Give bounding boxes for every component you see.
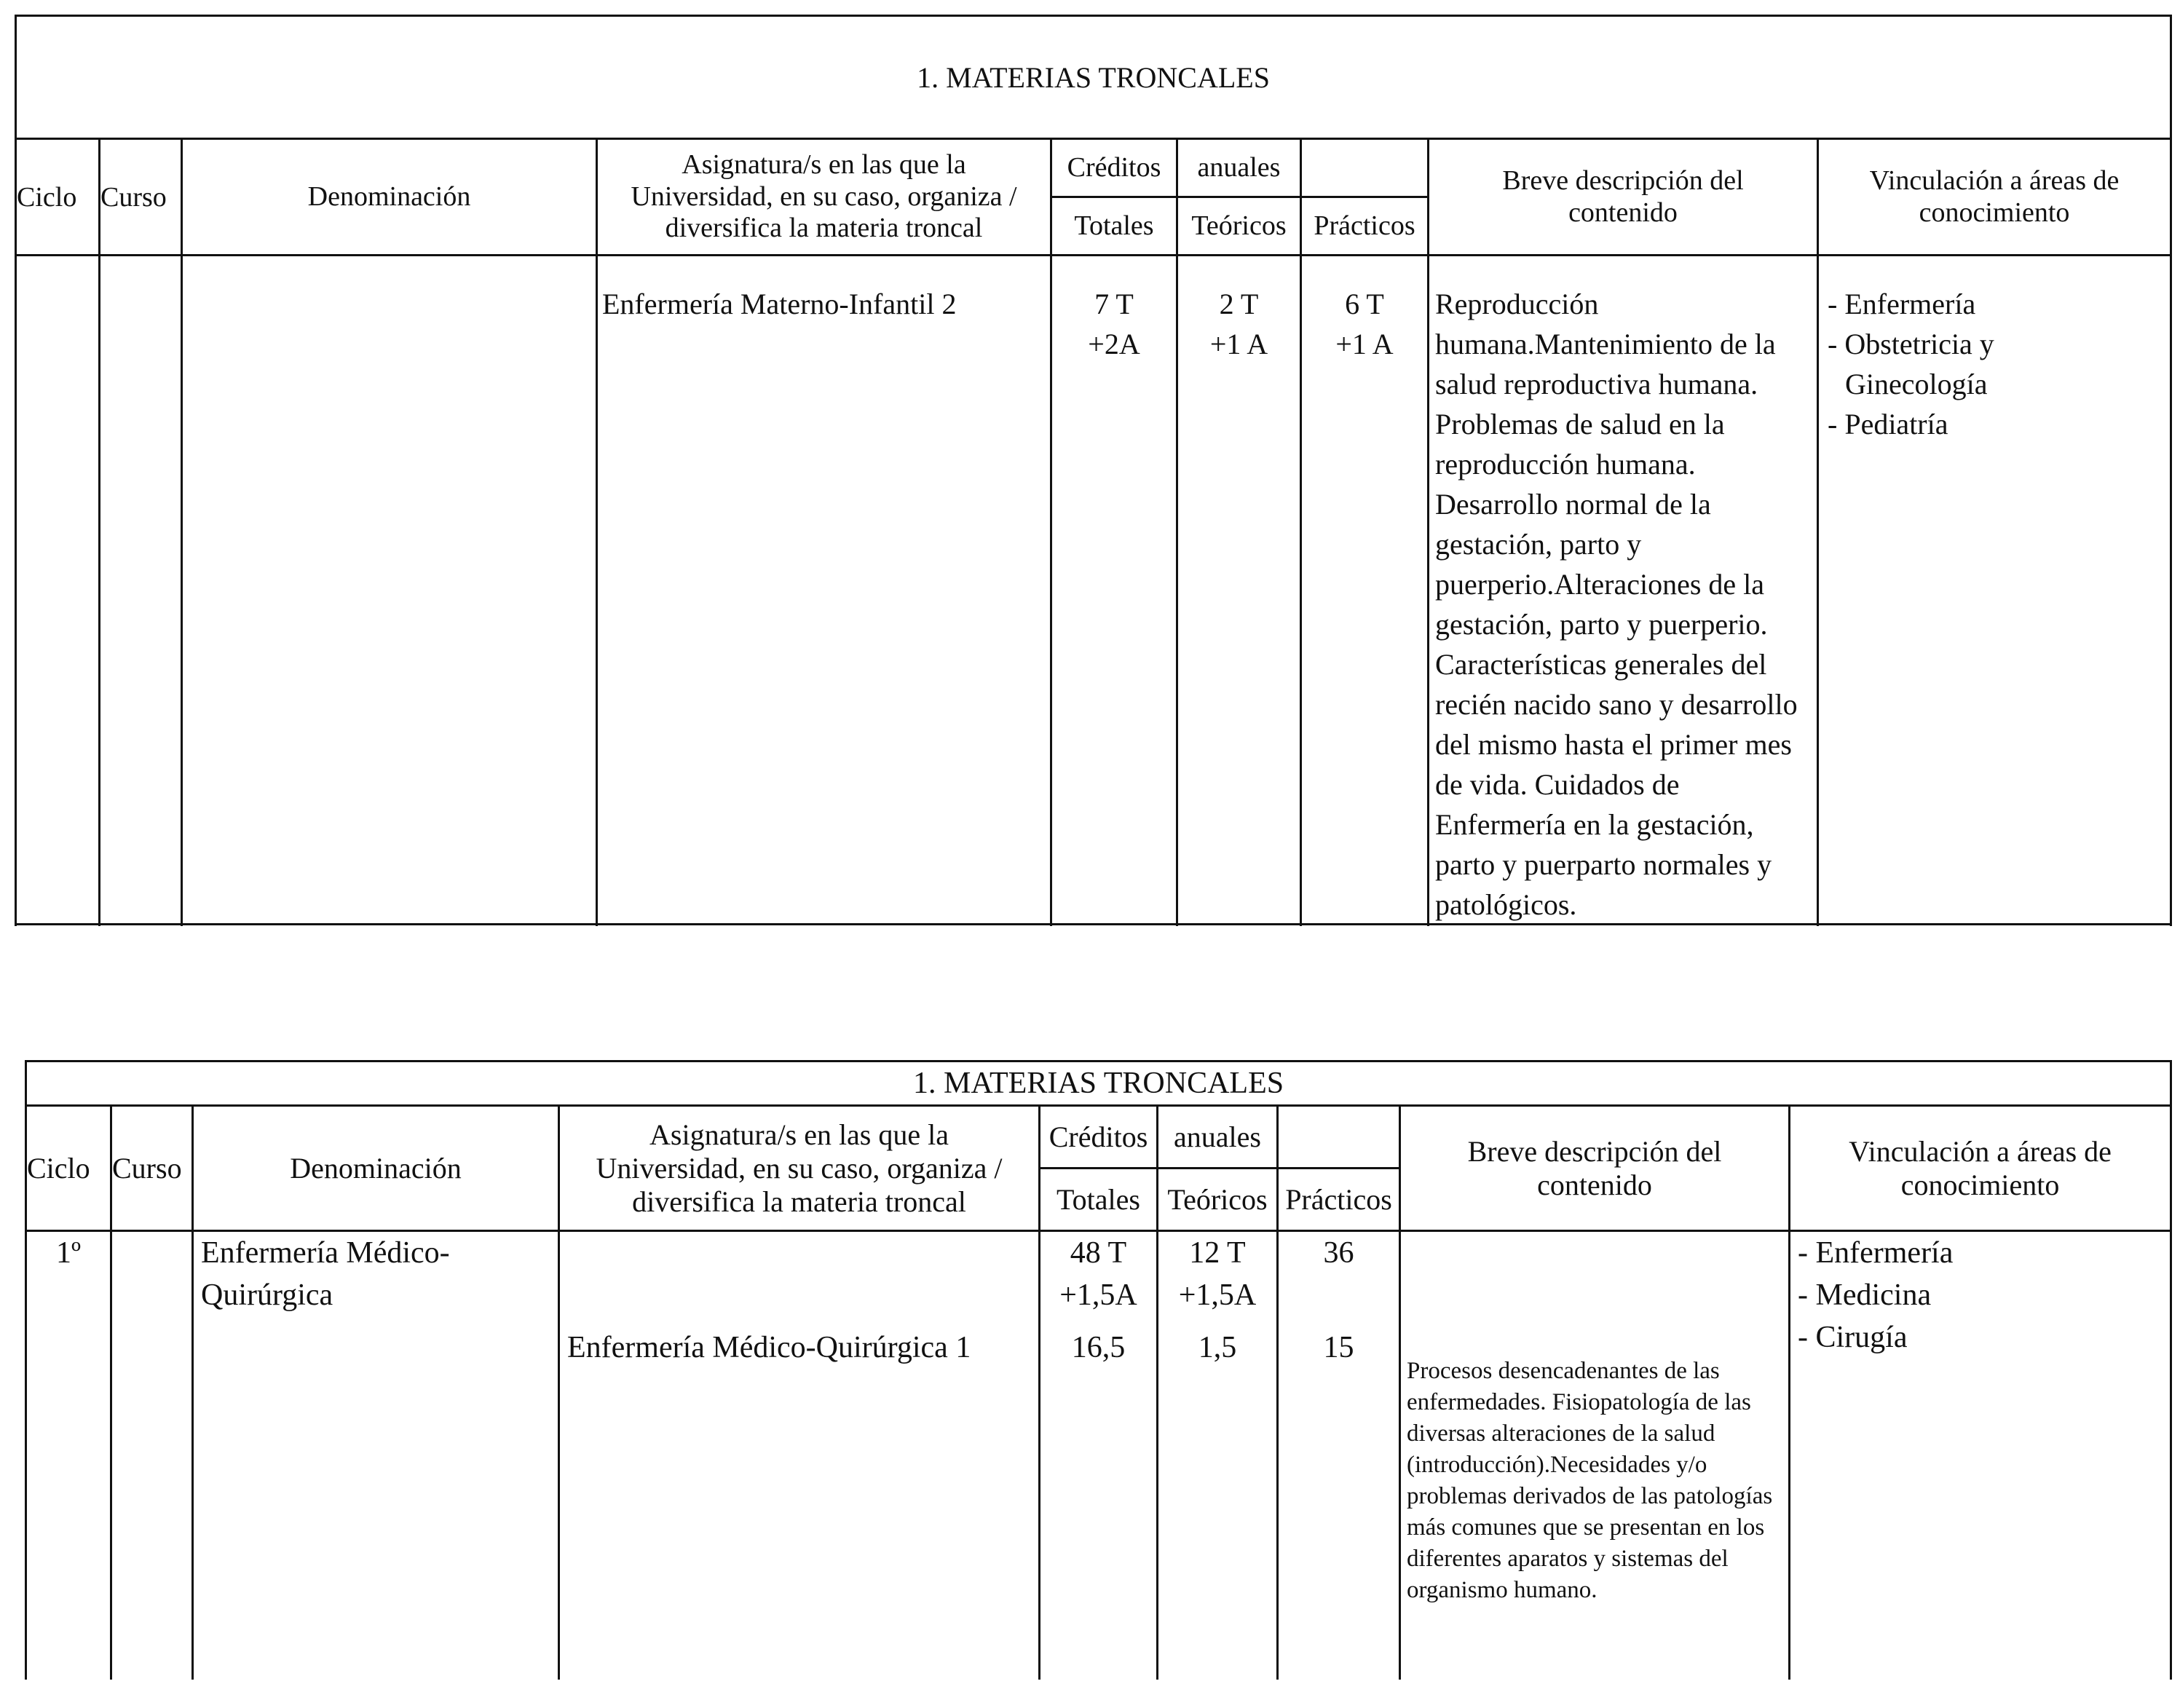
header-totales: Totales (1051, 197, 1177, 256)
cell-ciclo (16, 256, 100, 927)
cell-totales-line2: +1,5A (1059, 1278, 1137, 1312)
materias-troncales-table-1 (15, 15, 2172, 926)
header-practicos: Prácticos (1278, 1169, 1400, 1231)
header-teoricos: Teóricos (1177, 197, 1301, 256)
area-item: - Medicina (1798, 1278, 1932, 1312)
header-ciclo: Ciclo (16, 139, 100, 256)
header-anuales: anuales (1177, 139, 1301, 197)
cell-totales-line1: 7 T (1094, 288, 1134, 320)
cell-asignatura-main (567, 1232, 1038, 1316)
areas-list (1828, 284, 2170, 444)
header-curso: Curso (111, 1106, 193, 1231)
header-vinculacion: Vinculación a áreas de conocimiento (1790, 1106, 2171, 1231)
cell-totales-line2: +2A (1088, 328, 1140, 360)
header-blank (1301, 139, 1429, 197)
header-practicos: Prácticos (1301, 197, 1429, 256)
area-item: - Pediatría (1828, 408, 1948, 440)
cell-teoricos-line1: 2 T (1219, 288, 1259, 320)
cell-ciclo: 1º (26, 1231, 111, 1680)
cell-sub-totales: 16,5 (1071, 1331, 1126, 1364)
header-creditos: Créditos (1040, 1106, 1158, 1169)
header-teoricos: Teóricos (1158, 1169, 1278, 1231)
cell-asignatura: Enfermería Materno-Infantil 2 (602, 288, 957, 320)
areas-list (1798, 1232, 2170, 1359)
cell-teoricos-line1: 12 T (1189, 1236, 1246, 1270)
cell-denominacion: Enfermería Médico-Quirúrgica (201, 1236, 450, 1312)
cell-teoricos-line2: +1 A (1209, 328, 1268, 360)
cell-totales-line1: 48 T (1070, 1236, 1127, 1270)
area-item: Ginecología (1845, 368, 1988, 400)
header-ciclo: Ciclo (26, 1106, 111, 1231)
header-asignatura: Asignatura/s en las que la Universidad, en su caso, organiza / diversifica la materia troncal (597, 139, 1051, 256)
header-blank (1278, 1106, 1400, 1169)
cell-sub-practicos: 15 (1323, 1331, 1354, 1364)
header-totales: Totales (1040, 1169, 1158, 1231)
table-title: 1. MATERIAS TRONCALES (16, 16, 2171, 139)
header-curso: Curso (100, 139, 182, 256)
header-denominacion: Denominación (193, 1106, 559, 1231)
cell-teoricos-line2: +1,5A (1178, 1278, 1257, 1312)
cell-denominacion (182, 256, 597, 927)
cell-practicos-line1: 6 T (1345, 288, 1384, 320)
area-item: - Cirugía (1798, 1321, 1908, 1354)
materias-troncales-table-2 (25, 1060, 2172, 1680)
table-title: 1. MATERIAS TRONCALES (26, 1061, 2171, 1106)
cell-sub-descripcion: Procesos desencadenantes de las enfermedades. Fisiopatología de las diversas alteraciones de la salud (introducción).Necesidades y/o problemas derivados de las patologías más comunes que se presentan en los diferentes aparatos y sistemas del organismo humano. (1407, 1358, 1773, 1603)
cell-practicos-line1: 36 (1323, 1236, 1354, 1270)
header-vinculacion: Vinculación a áreas de conocimiento (1818, 139, 2171, 256)
header-descripcion: Breve descripción del contenido (1400, 1106, 1790, 1231)
area-item: - Enfermería (1798, 1236, 1954, 1270)
header-asignatura: Asignatura/s en las que la Universidad, en su caso, organiza / diversifica la materia troncal (559, 1106, 1040, 1231)
cell-curso (111, 1231, 193, 1680)
cell-practicos-line2: +1 A (1335, 328, 1394, 360)
area-item: - Enfermería (1828, 288, 1976, 320)
table-1-bottom-rule (15, 923, 2170, 925)
cell-descripcion: Reproducción humana.Mantenimiento de la salud reproductiva humana. Problemas de salud en la reproducción humana. Desarrollo normal de la gestación, parto y puerperio.Alteraciones de la gestación, parto y puerperio. Características generales del recién nacido sano y desarrollo del mismo hasta el primer mes de vida. Cuidados de Enfermería en la gestación, parto y puerparto normales y patológicos. (1435, 288, 1798, 921)
cell-sub-teoricos: 1,5 (1198, 1331, 1237, 1364)
cell-descripcion-spacer (1407, 1233, 1782, 1356)
cell-curso (100, 256, 182, 927)
header-descripcion: Breve descripción del contenido (1429, 139, 1818, 256)
cell-sub-asignatura: Enfermería Médico-Quirúrgica 1 (567, 1331, 971, 1364)
area-item: - Obstetricia y (1828, 328, 1994, 360)
cell-practicos-spacer (1279, 1274, 1399, 1316)
header-denominacion: Denominación (182, 139, 597, 256)
header-creditos: Créditos (1051, 139, 1177, 197)
header-anuales: anuales (1158, 1106, 1278, 1169)
